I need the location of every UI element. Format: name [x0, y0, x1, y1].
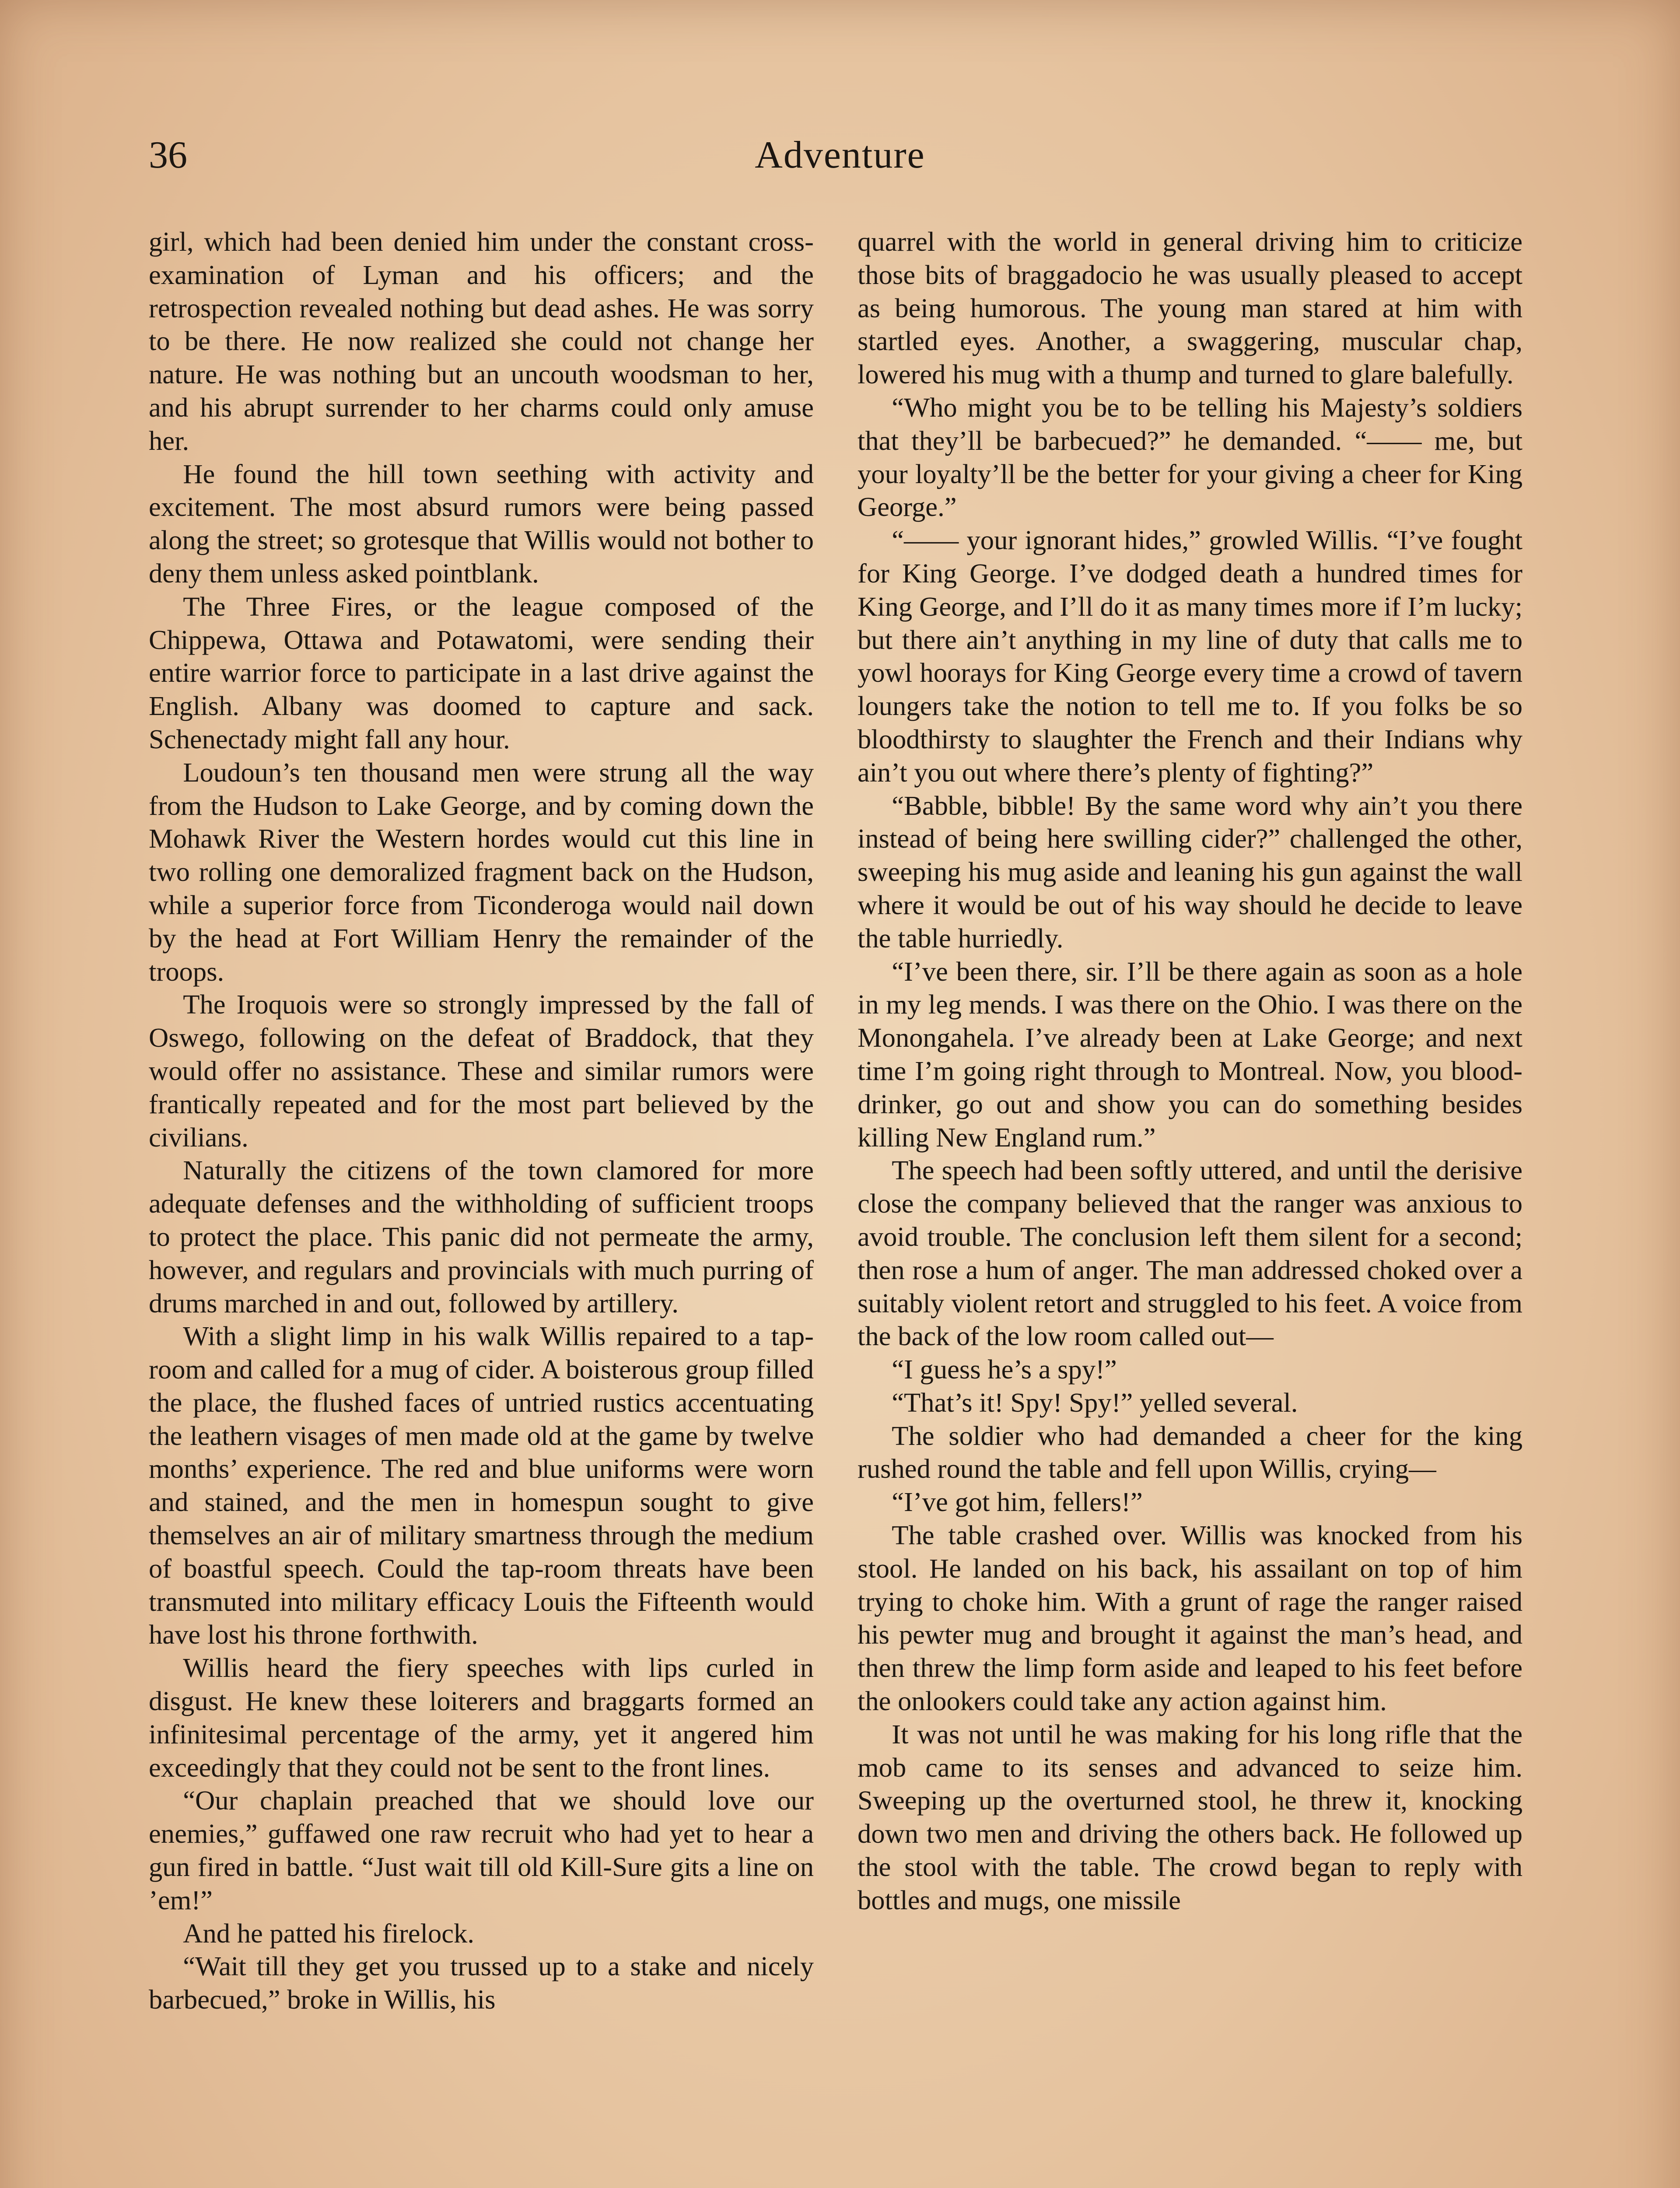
paragraph: “—— your ignorant hides,” growled Willis. “I’ve fought for King George. I’ve dodged death a hundred times for King George, and I’ll do it as many times more if I’m lucky; but there ain’t anything in my line of duty that calls me to yowl hoorays for King George every time a crowd of tavern loungers take the notion to tell me to. If you folks be so bloodthirsty to slaughter the French and their Indians why ain’t you out where there’s plenty of fighting?”: [858, 525, 1522, 788]
paragraph: The Three Fires, or the league composed of the Chippewa, Ottawa and Potawatomi, were sending their entire warrior force to participate in a last drive against the English. Albany was doomed to capture and sack. Schenectady might fall any hour.: [149, 591, 814, 754]
left-column: [149, 225, 814, 2016]
paragraph: quarrel with the world in general driving him to criticize those bits of braggadocio he was usually pleased to accept as being humorous. The young man stared at him with startled eyes. Another, a swaggering, muscular chap, lowered his mug with a thump and turned to glare balefully.: [858, 226, 1522, 390]
paragraph: “Who might you be to be telling his Majesty’s soldiers that they’ll be barbecued?” he demanded. “—— me, but your loyalty’ll be the better for your giving a cheer for King George.”: [858, 392, 1522, 522]
paragraph: Naturally the citizens of the town clamored for more adequate defenses and the withholding of sufficient troops to protect the place. This panic did not permeate the army, however, and regulars and provincials with much purring of drums marched in and out, followed by artillery.: [149, 1155, 814, 1318]
paragraph: The soldier who had demanded a cheer for the king rushed round the table and fell upon Willis, crying—: [858, 1420, 1522, 1484]
paragraph: He found the hill town seething with activity and excitement. The most absurd rumors were being passed along the street; so grotesque that Willis would not bother to deny them unless asked pointblank.: [149, 458, 814, 589]
paragraph: Willis heard the fiery speeches with lips curled in disgust. He knew these loiterers and braggarts formed an infinitesimal percentage of the army, yet it angered him exceedingly that they could not be sent to the front lines.: [149, 1652, 814, 1783]
paragraph: “I’ve got him, fellers!”: [892, 1487, 1143, 1518]
paragraph: “That’s it! Spy! Spy!” yelled several.: [892, 1387, 1298, 1418]
paragraph: “I’ve been there, sir. I’ll be there again as soon as a hole in my leg mends. I was there on the Ohio. I was there on the Monongahela. I’ve already been at Lake George; and next time I’m going right through to Montreal. Now, you blood-drinker, go out and show you can do something besides killing New England rum.”: [858, 956, 1522, 1153]
paragraph: “Babble, bibble! By the same word why ain’t you there instead of being here swilling cider?” challenged the other, sweeping his mug aside and leaning his gun against the wall where it would be out of his way should he decide to leave the table hurriedly.: [858, 790, 1522, 954]
paragraph: girl, which had been denied him under the constant cross-examination of Lyman and his officers; and the retrospection revealed nothing but dead ashes. He was sorry to be there. He now realized she could not change her nature. He was nothing but an uncouth woodsman to her, and his abrupt surrender to her charms could only amuse her.: [149, 226, 814, 456]
paragraph: “Wait till they get you trussed up to a stake and nicely barbecued,” broke in Willis, his: [149, 1951, 814, 2015]
paragraph: With a slight limp in his walk Willis repaired to a tap-room and called for a mug of cider. A boisterous group filled the place, the flushed faces of untried rustics accentuating the leathern visages of men made old at the game by twelve months’ experience. The red and blue uniforms were worn and stained, and the men in homespun sought to give themselves an air of military smartness through the medium of boastful speech. Could the tap-room threats have been transmuted into military efficacy Louis the Fifteenth would have lost his throne forthwith.: [149, 1321, 814, 1650]
running-head: [149, 127, 1531, 184]
paragraph: The speech had been softly uttered, and until the derisive close the company believed that the ranger was anxious to avoid trouble. The conclusion left them silent for a second; then rose a hum of anger. The man addressed choked over a suitably violent retort and struggled to his feet. A voice from the back of the low room called out—: [858, 1155, 1522, 1352]
page-number: 36: [149, 134, 187, 176]
right-column: [858, 225, 1522, 1917]
paragraph: “I guess he’s a spy!”: [892, 1354, 1117, 1385]
magazine-title: Adventure: [755, 134, 925, 176]
paragraph: It was not until he was making for his long rifle that the mob came to its senses and advanced to seize him. Sweeping up the overturned stool, he threw it, knocking down two men and driving the others back. He followed up the stool with the table. The crowd began to reply with bottles and mugs, one missile: [858, 1718, 1522, 1915]
paragraph: And he patted his firelock.: [183, 1918, 474, 1949]
paragraph: “Our chaplain preached that we should love our enemies,” guffawed one raw recruit who had yet to hear a gun fired in battle. “Just wait till old Kill-Sure gits a line on ’em!”: [149, 1785, 814, 1915]
paragraph: Loudoun’s ten thousand men were strung all the way from the Hudson to Lake George, and by coming down the Mohawk River the Western hordes would cut this line in two rolling one demoralized fragment back on the Hudson, while a superior force from Ticonderoga would nail down by the head at Fort William Henry the remainder of the troops.: [149, 757, 814, 987]
paragraph: The table crashed over. Willis was knocked from his stool. He landed on his back, his assailant on top of him trying to choke him. With a grunt of rage the ranger raised his pewter mug and brought it against the man’s head, and then threw the limp form aside and leaped to his feet before the onlookers could take any action against him.: [858, 1520, 1522, 1717]
paragraph: The Iroquois were so strongly impressed by the fall of Oswego, following on the defeat of Braddock, that they would offer no assistance. These and similar rumors were frantically repeated and for the most part believed by the civilians.: [149, 989, 814, 1153]
